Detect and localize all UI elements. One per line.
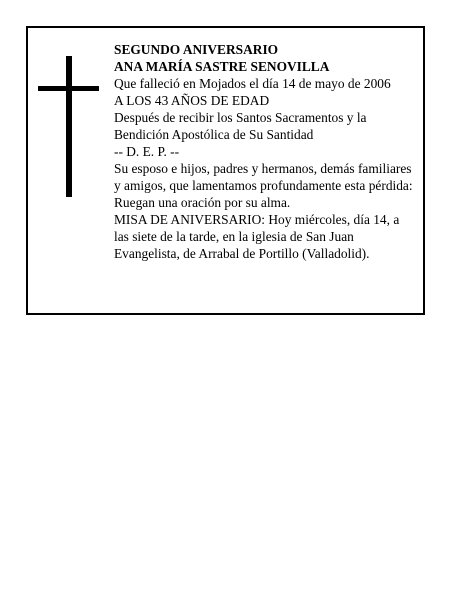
sacraments-line-2: Bendición Apostólica de Su Santidad	[114, 127, 314, 142]
mass-line-1: MISA DE ANIVERSARIO: Hoy miércoles, día 14, a	[114, 212, 400, 227]
obituary-notice	[26, 26, 425, 315]
death-info: Que falleció en Mojados el día 14 de mayo de 2006	[114, 76, 391, 91]
rip-line: -- D. E. P. --	[114, 144, 180, 159]
mass-line-3: Evangelista, de Arrabal de Portillo (Valladolid).	[114, 246, 370, 261]
sacraments-line-1: Después de recibir los Santos Sacramentos y la	[114, 110, 367, 125]
age-info: A LOS 43 AÑOS DE EDAD	[114, 93, 270, 108]
deceased-name: ANA MARÍA SASTRE SENOVILLA	[114, 59, 330, 74]
family-line-1: Su esposo e hijos, padres y hermanos, demás familiares	[114, 161, 412, 176]
family-line-2: y amigos, que lamentamos profundamente esta pérdida:	[114, 178, 413, 193]
notice-heading: SEGUNDO ANIVERSARIO	[114, 42, 279, 57]
cross-icon	[66, 56, 72, 197]
notice-text	[114, 41, 424, 262]
cross-icon-bar	[38, 86, 99, 91]
mass-line-2: las siete de la tarde, en la iglesia de San Juan	[114, 229, 354, 244]
family-line-3: Ruegan una oración por su alma.	[114, 195, 291, 210]
